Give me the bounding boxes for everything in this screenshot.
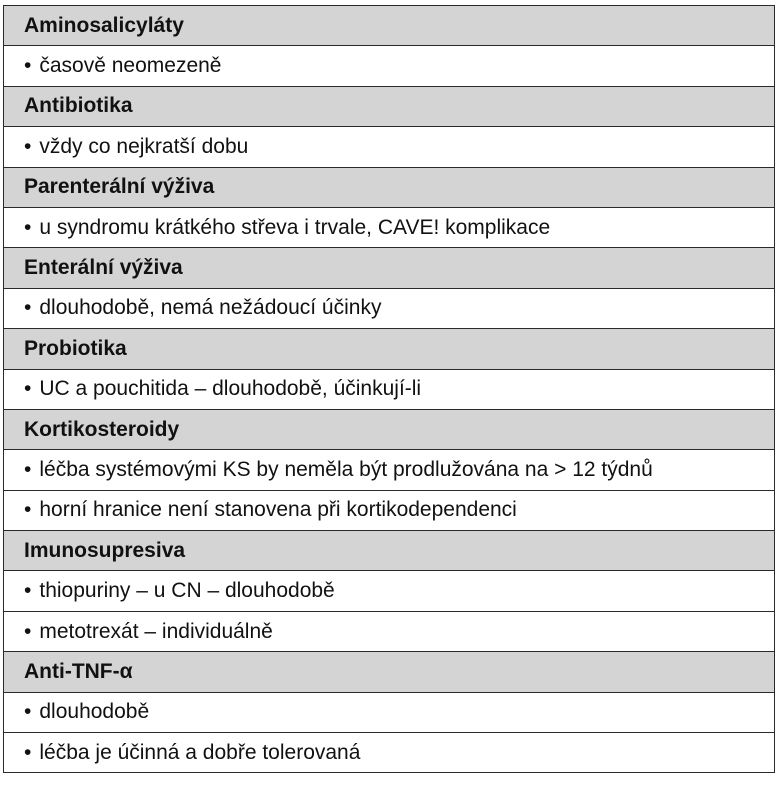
bullet-glyph: •: [24, 498, 32, 522]
section-header: [4, 248, 774, 288]
section-item: [4, 491, 774, 531]
bullet-glyph: •: [24, 54, 32, 78]
section-item: [4, 693, 774, 733]
section-item: [4, 733, 774, 773]
bullet-glyph: •: [24, 579, 32, 603]
item-text: UC a pouchitida – dlouhodobě, účinkují-li: [39, 377, 422, 401]
item-text: thiopuriny – u CN – dlouhodobě: [39, 579, 335, 603]
section-item: [4, 289, 774, 329]
bullet-glyph: •: [24, 457, 32, 481]
bullet-glyph: •: [24, 215, 32, 239]
section-item: [4, 208, 774, 248]
item-text: vždy co nejkratší dobu: [39, 134, 249, 158]
bullet-glyph: •: [24, 740, 32, 764]
section-item: [4, 571, 774, 611]
bullet-glyph: •: [24, 296, 32, 320]
item-text: léčba systémovými KS by neměla být prodlužována na > 12 týdnů: [39, 457, 653, 481]
section-title: Anti-TNF-α: [24, 659, 133, 683]
section-title: Kortikosteroidy: [24, 417, 180, 441]
section-title: Enterální výživa: [24, 256, 183, 280]
bullet-glyph: •: [24, 377, 32, 401]
section-title: Imunosupresiva: [24, 538, 186, 562]
treatment-duration-table: [3, 5, 775, 773]
section-title: Parenterální výživa: [24, 175, 215, 199]
section-item: [4, 450, 774, 490]
section-header: [4, 652, 774, 692]
section-header: [4, 6, 774, 46]
section-item: [4, 612, 774, 652]
item-text: léčba je účinná a dobře tolerovaná: [39, 740, 361, 764]
item-text: u syndromu krátkého střeva i trvale, CAVE! komplikace: [39, 215, 551, 239]
item-text: metotrexát – individuálně: [39, 619, 273, 643]
item-text: horní hranice není stanovena při kortikodependenci: [39, 498, 517, 522]
section-title: Aminosalicyláty: [24, 13, 184, 37]
section-title: Antibiotika: [24, 94, 133, 118]
item-text: dlouhodobě, nemá nežádoucí účinky: [39, 296, 382, 320]
bullet-glyph: •: [24, 700, 32, 724]
section-item: [4, 127, 774, 167]
section-header: [4, 168, 774, 208]
item-text: časově neomezeně: [39, 54, 222, 78]
section-header: [4, 410, 774, 450]
bullet-glyph: •: [24, 134, 32, 158]
section-header: [4, 531, 774, 571]
section-item: [4, 370, 774, 410]
section-item: [4, 46, 774, 86]
section-title: Probiotika: [24, 336, 127, 360]
section-header: [4, 329, 774, 369]
bullet-glyph: •: [24, 619, 32, 643]
section-header: [4, 87, 774, 127]
item-text: dlouhodobě: [39, 700, 150, 724]
